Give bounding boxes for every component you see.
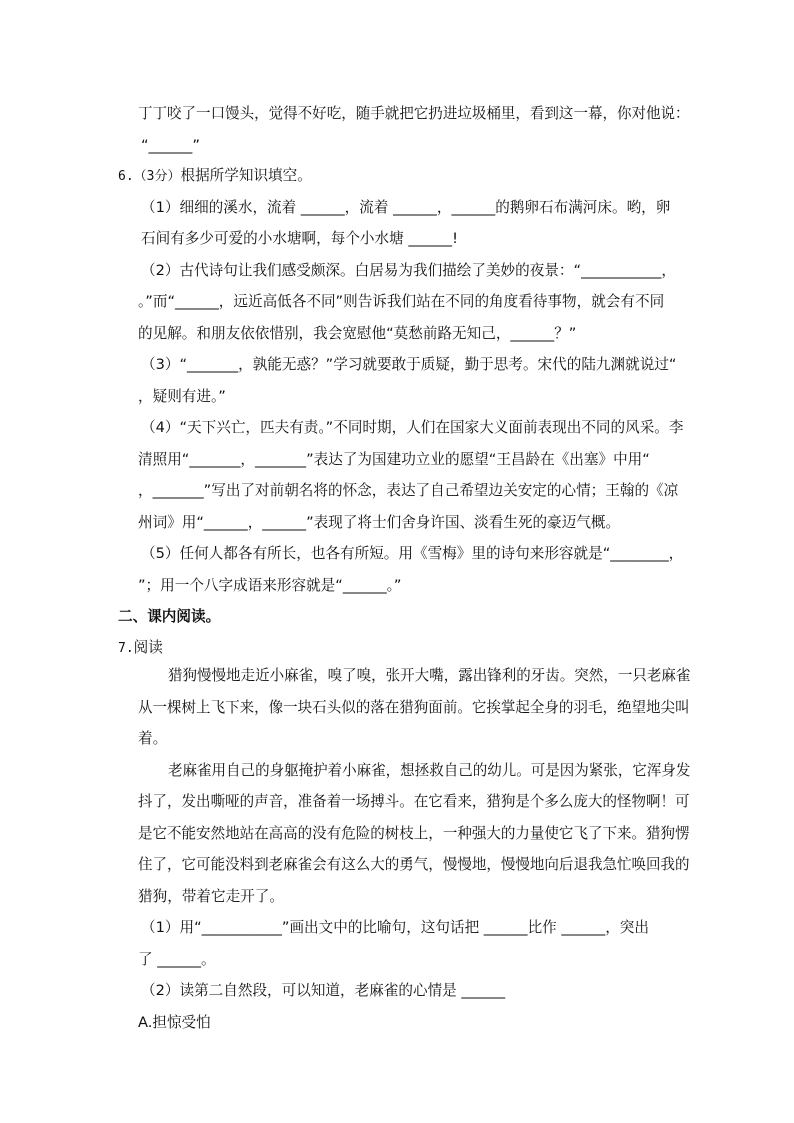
q6-line: 的见解。和朋友依依惜别，我会宽慰他“莫愁前路无知己，______？”: [138, 325, 577, 342]
q6-line: （3）“_______，孰能无惑？”学习就要敢于质疑，勤于思考。宋代的陆九渊就说过“: [141, 356, 677, 373]
passage-line: 抖了，发出嘶哑的声音，准备着一场搏斗。在它看来，猎狗是个多么庞大的怪物啊！可: [138, 793, 690, 810]
q6-line: （4）“天下兴亡，匹夫有责。”不同时期，人们在国家大义面前表现出不同的风采。李: [141, 419, 684, 436]
question-6-heading: [118, 166, 312, 187]
q6-line: 州词》用“______，______”表现了将士们舍身许国、淡看生死的豪迈气概。: [138, 514, 621, 531]
passage-line: 是它不能安然地站在高高的没有危险的树枝上，一种强大的力量使它飞了下来。猎狗愣: [138, 825, 690, 842]
question-number: 6.（3分）: [118, 169, 181, 184]
q7-subquestion-line: 了 ______。: [138, 951, 216, 968]
q7-subquestion-line: （1）用“___________”画出文中的比喻句，这句话把 ______比作 ______，突出: [141, 919, 649, 936]
passage-line: 从一棵树上飞下来，像一块石头似的落在猎狗面前。它挨掌起全身的羽毛，绝望地尖叫: [138, 699, 690, 716]
question-number: 7.: [118, 641, 134, 656]
question-7-heading: [118, 638, 163, 659]
question-title: 根据所学知识填空。: [180, 167, 312, 184]
passage-line: 猎狗慢慢地走近小麻雀，嗅了嗅，张开大嘴，露出锋利的牙齿。突然，一只老麻雀: [168, 667, 691, 684]
q6-line: （1）细细的溪水，流着 ______，流着 ______，______的鹅卵石布满河床。哟，卵: [141, 199, 671, 216]
passage-line: 着。: [138, 730, 168, 747]
q6-line: 。”而“______，远近高低各不同”则告诉我们站在不同的角度看待事物，就会有不同: [138, 293, 665, 310]
q6-line: （2）古代诗句让我们感受颇深。白居易为我们描绘了美妙的夜景：“___________，: [141, 262, 676, 279]
section-heading: 二、课内阅读。: [118, 608, 221, 625]
passage-line: 住了，它可能没料到老麻雀会有这么大的勇气，慢慢地，慢慢地向后退我急忙唤回我的: [138, 856, 690, 873]
passage-line: 老麻雀用自己的身躯掩护着小麻雀，想拯救自己的幼儿。可是因为紧张，它浑身发: [168, 762, 691, 779]
q6-line: （5）任何人都各有所长，也各有所短。用《雪梅》里的诗句来形容就是“________，: [141, 545, 684, 562]
q6-line: ”；用一个八字成语来形容就是“______。”: [138, 577, 402, 594]
answer-option-a: A.担惊受怕: [138, 1014, 211, 1031]
q5-answer-blank: “______”: [141, 137, 200, 154]
question-title: 阅读: [133, 639, 163, 656]
q6-line: 清照用“_______，_______”表达了为国建功立业的愿望“王昌龄在《出塞》中用“: [138, 451, 650, 468]
q7-subquestion-line: （2）读第二自然段，可以知道，老麻雀的心情是 ______: [141, 982, 506, 999]
passage-line: 猎狗，带着它走开了。: [138, 888, 284, 905]
q5-continuation-line-1: 丁丁咬了一口馒头，觉得不好吃，随手就把它扔进垃圾桶里，看到这一幕，你对他说：: [138, 105, 690, 122]
q6-line: ，_______”写出了对前朝名将的怀念，表达了自己希望边关安定的心情；王翰的《凉: [138, 482, 679, 499]
q6-line: ，疑则有进。”: [138, 388, 226, 405]
q6-line: 石间有多少可爱的小水塘啊，每个小水塘 ______!: [141, 230, 458, 247]
